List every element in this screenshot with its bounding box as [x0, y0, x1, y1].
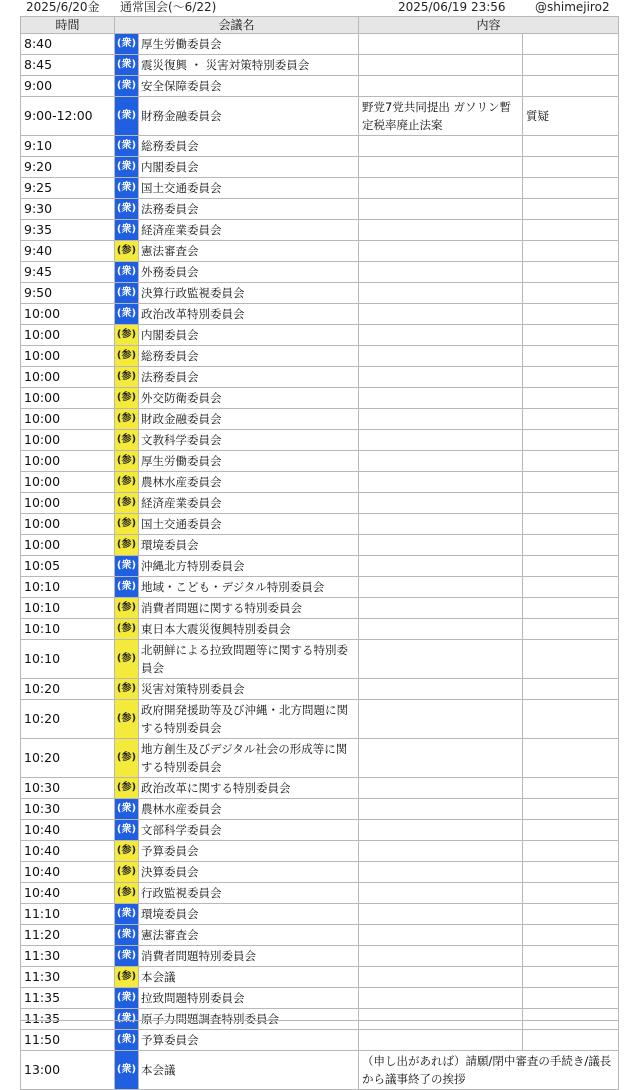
meeting-time: 10:10 [21, 640, 115, 679]
house-badge: (参) [115, 409, 139, 430]
meeting-time: 9:20 [21, 157, 115, 178]
meeting-time: 8:45 [21, 55, 115, 76]
meeting-time: 10:00 [21, 493, 115, 514]
meeting-time: 10:40 [21, 841, 115, 862]
table-row [21, 841, 619, 862]
meeting-time: 10:05 [21, 556, 115, 577]
table-row [21, 220, 619, 241]
meeting-note [523, 841, 619, 862]
meeting-time: 10:00 [21, 304, 115, 325]
meeting-content [359, 739, 523, 778]
meeting-name: 本会議 [139, 1051, 359, 1090]
meeting-name: 憲法審査会 [139, 925, 359, 946]
meeting-note [523, 76, 619, 97]
meeting-content [359, 34, 523, 55]
meeting-time: 9:00 [21, 76, 115, 97]
meeting-name: 予算委員会 [139, 1030, 359, 1051]
meeting-time: 11:10 [21, 904, 115, 925]
meeting-note [523, 262, 619, 283]
meeting-time: 9:35 [21, 220, 115, 241]
meeting-note [523, 619, 619, 640]
meeting-name: 内閣委員会 [139, 157, 359, 178]
column-header-content: 内容 [359, 17, 619, 34]
meeting-time: 10:10 [21, 577, 115, 598]
meeting-name: 震災復興 ・ 災害対策特別委員会 [139, 55, 359, 76]
meeting-time: 10:00 [21, 535, 115, 556]
meeting-name: 法務委員会 [139, 199, 359, 220]
table-row [21, 988, 619, 1009]
table-row [21, 136, 619, 157]
meeting-content: （申し出があれば）請願/閉中審査の手続き/議長から議事終了の挨拶 [359, 1051, 619, 1090]
meeting-note [523, 679, 619, 700]
house-badge: (参) [115, 388, 139, 409]
house-badge: (衆) [115, 988, 139, 1009]
meeting-note [523, 304, 619, 325]
meeting-content [359, 598, 523, 619]
meeting-note [523, 430, 619, 451]
meeting-content [359, 967, 523, 988]
meeting-note [523, 778, 619, 799]
table-row [21, 262, 619, 283]
meeting-name: 環境委員会 [139, 904, 359, 925]
meeting-name: 政治改革に関する特別委員会 [139, 778, 359, 799]
meeting-note [523, 388, 619, 409]
meeting-note [523, 241, 619, 262]
meeting-name: 沖縄北方特別委員会 [139, 556, 359, 577]
house-badge: (衆) [115, 304, 139, 325]
house-badge: (参) [115, 883, 139, 904]
table-row [21, 883, 619, 904]
meeting-name: 政府開発援助等及び沖縄・北方問題に関する特別委員会 [139, 700, 359, 739]
house-badge: (参) [115, 640, 139, 679]
house-badge: (衆) [115, 556, 139, 577]
table-row [21, 577, 619, 598]
table-header-row [21, 17, 619, 34]
meeting-content [359, 262, 523, 283]
house-badge: (衆) [115, 136, 139, 157]
meeting-content [359, 577, 523, 598]
meeting-note [523, 472, 619, 493]
meeting-note [523, 220, 619, 241]
meeting-time: 11:30 [21, 967, 115, 988]
meeting-note [523, 820, 619, 841]
meeting-name: 国土交通委員会 [139, 514, 359, 535]
table-row [21, 640, 619, 679]
house-badge: (参) [115, 472, 139, 493]
table-row [21, 1009, 619, 1030]
table-row [21, 925, 619, 946]
meeting-content [359, 841, 523, 862]
meeting-name: 外交防衛委員会 [139, 388, 359, 409]
meeting-time: 10:10 [21, 598, 115, 619]
meeting-name: 外務委員会 [139, 262, 359, 283]
table-row [21, 904, 619, 925]
meeting-name: 財務金融委員会 [139, 97, 359, 136]
house-badge: (参) [115, 700, 139, 739]
meeting-content [359, 904, 523, 925]
table-row [21, 619, 619, 640]
house-badge: (参) [115, 241, 139, 262]
meeting-content [359, 199, 523, 220]
meeting-note [523, 925, 619, 946]
house-badge: (衆) [115, 220, 139, 241]
table-row [21, 241, 619, 262]
meeting-name: 災害対策特別委員会 [139, 679, 359, 700]
meeting-name: 財政金融委員会 [139, 409, 359, 430]
meeting-note [523, 136, 619, 157]
table-row [21, 325, 619, 346]
meeting-content: 野党7党共同提出 ガソリン暫定税率廃止法案 [359, 97, 523, 136]
meeting-time: 10:40 [21, 862, 115, 883]
meeting-content [359, 619, 523, 640]
meeting-content [359, 451, 523, 472]
meeting-time: 13:00 [21, 1051, 115, 1090]
meeting-content [359, 367, 523, 388]
meeting-content [359, 700, 523, 739]
meeting-content [359, 1030, 523, 1051]
table-row [21, 430, 619, 451]
house-badge: (参) [115, 862, 139, 883]
table-row [21, 493, 619, 514]
meeting-note [523, 883, 619, 904]
meeting-content [359, 157, 523, 178]
meeting-name: 決算委員会 [139, 862, 359, 883]
house-badge: (衆) [115, 34, 139, 55]
meeting-note [523, 946, 619, 967]
meeting-time: 11:30 [21, 946, 115, 967]
table-row [21, 388, 619, 409]
table-row [21, 367, 619, 388]
meeting-content [359, 136, 523, 157]
meeting-time: 8:40 [21, 34, 115, 55]
meeting-content [359, 556, 523, 577]
table-row [21, 97, 619, 136]
house-badge: (参) [115, 346, 139, 367]
table-row [21, 679, 619, 700]
meeting-time: 10:30 [21, 799, 115, 820]
meeting-note [523, 967, 619, 988]
table-row [21, 514, 619, 535]
table-row [21, 76, 619, 97]
house-badge: (参) [115, 493, 139, 514]
house-badge: (衆) [115, 1009, 139, 1030]
table-row [21, 34, 619, 55]
meeting-name: 消費者問題特別委員会 [139, 946, 359, 967]
meeting-name: 文部科学委員会 [139, 820, 359, 841]
meeting-time: 10:00 [21, 346, 115, 367]
meeting-content [359, 409, 523, 430]
house-badge: (衆) [115, 904, 139, 925]
house-badge: (衆) [115, 55, 139, 76]
meeting-content [359, 778, 523, 799]
meeting-time: 10:00 [21, 472, 115, 493]
house-badge: (参) [115, 367, 139, 388]
meeting-name: 総務委員会 [139, 346, 359, 367]
table-row [21, 157, 619, 178]
meeting-note [523, 577, 619, 598]
meeting-time: 10:00 [21, 367, 115, 388]
meeting-content [359, 241, 523, 262]
meeting-time: 11:35 [21, 988, 115, 1009]
meeting-note [523, 640, 619, 679]
meeting-time: 10:40 [21, 883, 115, 904]
meeting-time: 9:10 [21, 136, 115, 157]
meeting-time: 9:40 [21, 241, 115, 262]
table-row [21, 799, 619, 820]
meeting-note [523, 739, 619, 778]
meeting-name: 安全保障委員会 [139, 76, 359, 97]
house-badge: (衆) [115, 157, 139, 178]
column-header-meeting: 会議名 [115, 17, 359, 34]
meeting-content [359, 640, 523, 679]
author-handle: @shimejiro2 [535, 0, 610, 14]
house-badge: (参) [115, 430, 139, 451]
meeting-time: 10:40 [21, 820, 115, 841]
table-row [21, 598, 619, 619]
meeting-content [359, 388, 523, 409]
meeting-name: 農林水産委員会 [139, 472, 359, 493]
cropped-next-row [20, 1020, 618, 1025]
meeting-name: 内閣委員会 [139, 325, 359, 346]
meeting-note [523, 700, 619, 739]
diet-session: 通常国会(〜6/22) [120, 0, 217, 14]
meeting-time: 10:00 [21, 388, 115, 409]
house-badge: (衆) [115, 283, 139, 304]
meeting-name: 文教科学委員会 [139, 430, 359, 451]
meeting-note [523, 556, 619, 577]
house-badge: (衆) [115, 946, 139, 967]
table-row [21, 178, 619, 199]
meeting-time: 10:00 [21, 430, 115, 451]
meeting-name: 予算委員会 [139, 841, 359, 862]
meeting-time: 10:00 [21, 451, 115, 472]
table-row [21, 778, 619, 799]
meeting-content [359, 862, 523, 883]
meeting-note [523, 55, 619, 76]
house-badge: (衆) [115, 97, 139, 136]
table-row [21, 556, 619, 577]
house-badge: (衆) [115, 925, 139, 946]
house-badge: (参) [115, 679, 139, 700]
house-badge: (衆) [115, 76, 139, 97]
table-row [21, 451, 619, 472]
table-row [21, 199, 619, 220]
house-badge: (参) [115, 535, 139, 556]
meeting-note [523, 862, 619, 883]
meeting-time: 11:20 [21, 925, 115, 946]
meeting-note [523, 409, 619, 430]
house-badge: (衆) [115, 799, 139, 820]
meeting-note [523, 514, 619, 535]
meeting-name: 行政監視委員会 [139, 883, 359, 904]
meeting-time: 10:30 [21, 778, 115, 799]
meeting-name: 消費者問題に関する特別委員会 [139, 598, 359, 619]
house-badge: (参) [115, 841, 139, 862]
table-row [21, 472, 619, 493]
meeting-content [359, 430, 523, 451]
table-row [21, 967, 619, 988]
meeting-note [523, 325, 619, 346]
table-row [21, 409, 619, 430]
meeting-time: 10:20 [21, 679, 115, 700]
table-row [21, 700, 619, 739]
meeting-note [523, 283, 619, 304]
meeting-time: 10:20 [21, 739, 115, 778]
house-badge: (参) [115, 325, 139, 346]
meeting-content [359, 283, 523, 304]
meeting-name: 決算行政監視委員会 [139, 283, 359, 304]
meeting-content [359, 946, 523, 967]
meeting-note [523, 157, 619, 178]
meeting-time: 9:00-12:00 [21, 97, 115, 136]
meeting-note: 質疑 [523, 97, 619, 136]
house-badge: (衆) [115, 1030, 139, 1051]
meeting-name: 地方創生及びデジタル社会の形成等に関する特別委員会 [139, 739, 359, 778]
meeting-name: 農林水産委員会 [139, 799, 359, 820]
meeting-note [523, 199, 619, 220]
meeting-time: 10:10 [21, 619, 115, 640]
meeting-time: 9:50 [21, 283, 115, 304]
meeting-time: 9:25 [21, 178, 115, 199]
meeting-content [359, 883, 523, 904]
meeting-content [359, 820, 523, 841]
house-badge: (衆) [115, 820, 139, 841]
meeting-note [523, 988, 619, 1009]
meeting-name: 総務委員会 [139, 136, 359, 157]
table-row [21, 55, 619, 76]
meeting-name: 法務委員会 [139, 367, 359, 388]
table-row [21, 862, 619, 883]
house-badge: (衆) [115, 199, 139, 220]
meeting-content [359, 514, 523, 535]
meeting-name: 地域・こども・デジタル特別委員会 [139, 577, 359, 598]
meeting-name: 厚生労働委員会 [139, 451, 359, 472]
house-badge: (衆) [115, 262, 139, 283]
house-badge: (参) [115, 514, 139, 535]
meeting-note [523, 367, 619, 388]
schedule-date: 2025/6/20金 [26, 0, 100, 14]
table-row [21, 1051, 619, 1090]
meeting-name: 経済産業委員会 [139, 493, 359, 514]
meeting-content [359, 1009, 523, 1030]
meeting-content [359, 55, 523, 76]
table-row [21, 283, 619, 304]
meeting-name: 環境委員会 [139, 535, 359, 556]
meeting-name: 政治改革特別委員会 [139, 304, 359, 325]
updated-timestamp: 2025/06/19 23:56 [398, 0, 506, 14]
meeting-time: 10:00 [21, 409, 115, 430]
meeting-time: 10:20 [21, 700, 115, 739]
sheet-header [0, 0, 634, 17]
meeting-note [523, 598, 619, 619]
table-body [21, 34, 619, 1090]
meeting-name: 原子力問題調査特別委員会 [139, 1009, 359, 1030]
meeting-name: 東日本大震災復興特別委員会 [139, 619, 359, 640]
meeting-time: 9:45 [21, 262, 115, 283]
meeting-content [359, 535, 523, 556]
meeting-note [523, 34, 619, 55]
meeting-note [523, 904, 619, 925]
meeting-name: 厚生労働委員会 [139, 34, 359, 55]
house-badge: (衆) [115, 1051, 139, 1090]
house-badge: (参) [115, 451, 139, 472]
table-row [21, 535, 619, 556]
meeting-content [359, 178, 523, 199]
meeting-time: 10:00 [21, 514, 115, 535]
table-row [21, 346, 619, 367]
house-badge: (衆) [115, 577, 139, 598]
meeting-name: 憲法審査会 [139, 241, 359, 262]
meeting-name: 本会議 [139, 967, 359, 988]
meeting-time: 10:00 [21, 325, 115, 346]
meeting-name: 経済産業委員会 [139, 220, 359, 241]
meeting-content [359, 493, 523, 514]
meeting-content [359, 988, 523, 1009]
meeting-content [359, 220, 523, 241]
table-row [21, 1030, 619, 1051]
table-row [21, 739, 619, 778]
meeting-content [359, 325, 523, 346]
meeting-note [523, 493, 619, 514]
meeting-content [359, 679, 523, 700]
meeting-name: 国土交通委員会 [139, 178, 359, 199]
schedule-table [20, 16, 619, 1090]
meeting-note [523, 1009, 619, 1030]
meeting-time: 9:30 [21, 199, 115, 220]
meeting-content [359, 346, 523, 367]
house-badge: (衆) [115, 178, 139, 199]
meeting-content [359, 925, 523, 946]
table-row [21, 820, 619, 841]
meeting-content [359, 799, 523, 820]
meeting-name: 北朝鮮による拉致問題等に関する特別委員会 [139, 640, 359, 679]
meeting-note [523, 346, 619, 367]
house-badge: (参) [115, 739, 139, 778]
meeting-content [359, 76, 523, 97]
house-badge: (参) [115, 598, 139, 619]
meeting-content [359, 472, 523, 493]
house-badge: (参) [115, 778, 139, 799]
meeting-name: 拉致問題特別委員会 [139, 988, 359, 1009]
meeting-time: 11:35 [21, 1009, 115, 1030]
column-header-time: 時間 [21, 17, 115, 34]
meeting-note [523, 178, 619, 199]
house-badge: (参) [115, 967, 139, 988]
meeting-note [523, 1030, 619, 1051]
meeting-note [523, 799, 619, 820]
table-row [21, 304, 619, 325]
meeting-content [359, 304, 523, 325]
table-row [21, 946, 619, 967]
meeting-note [523, 535, 619, 556]
meeting-time: 11:50 [21, 1030, 115, 1051]
house-badge: (参) [115, 619, 139, 640]
meeting-note [523, 451, 619, 472]
